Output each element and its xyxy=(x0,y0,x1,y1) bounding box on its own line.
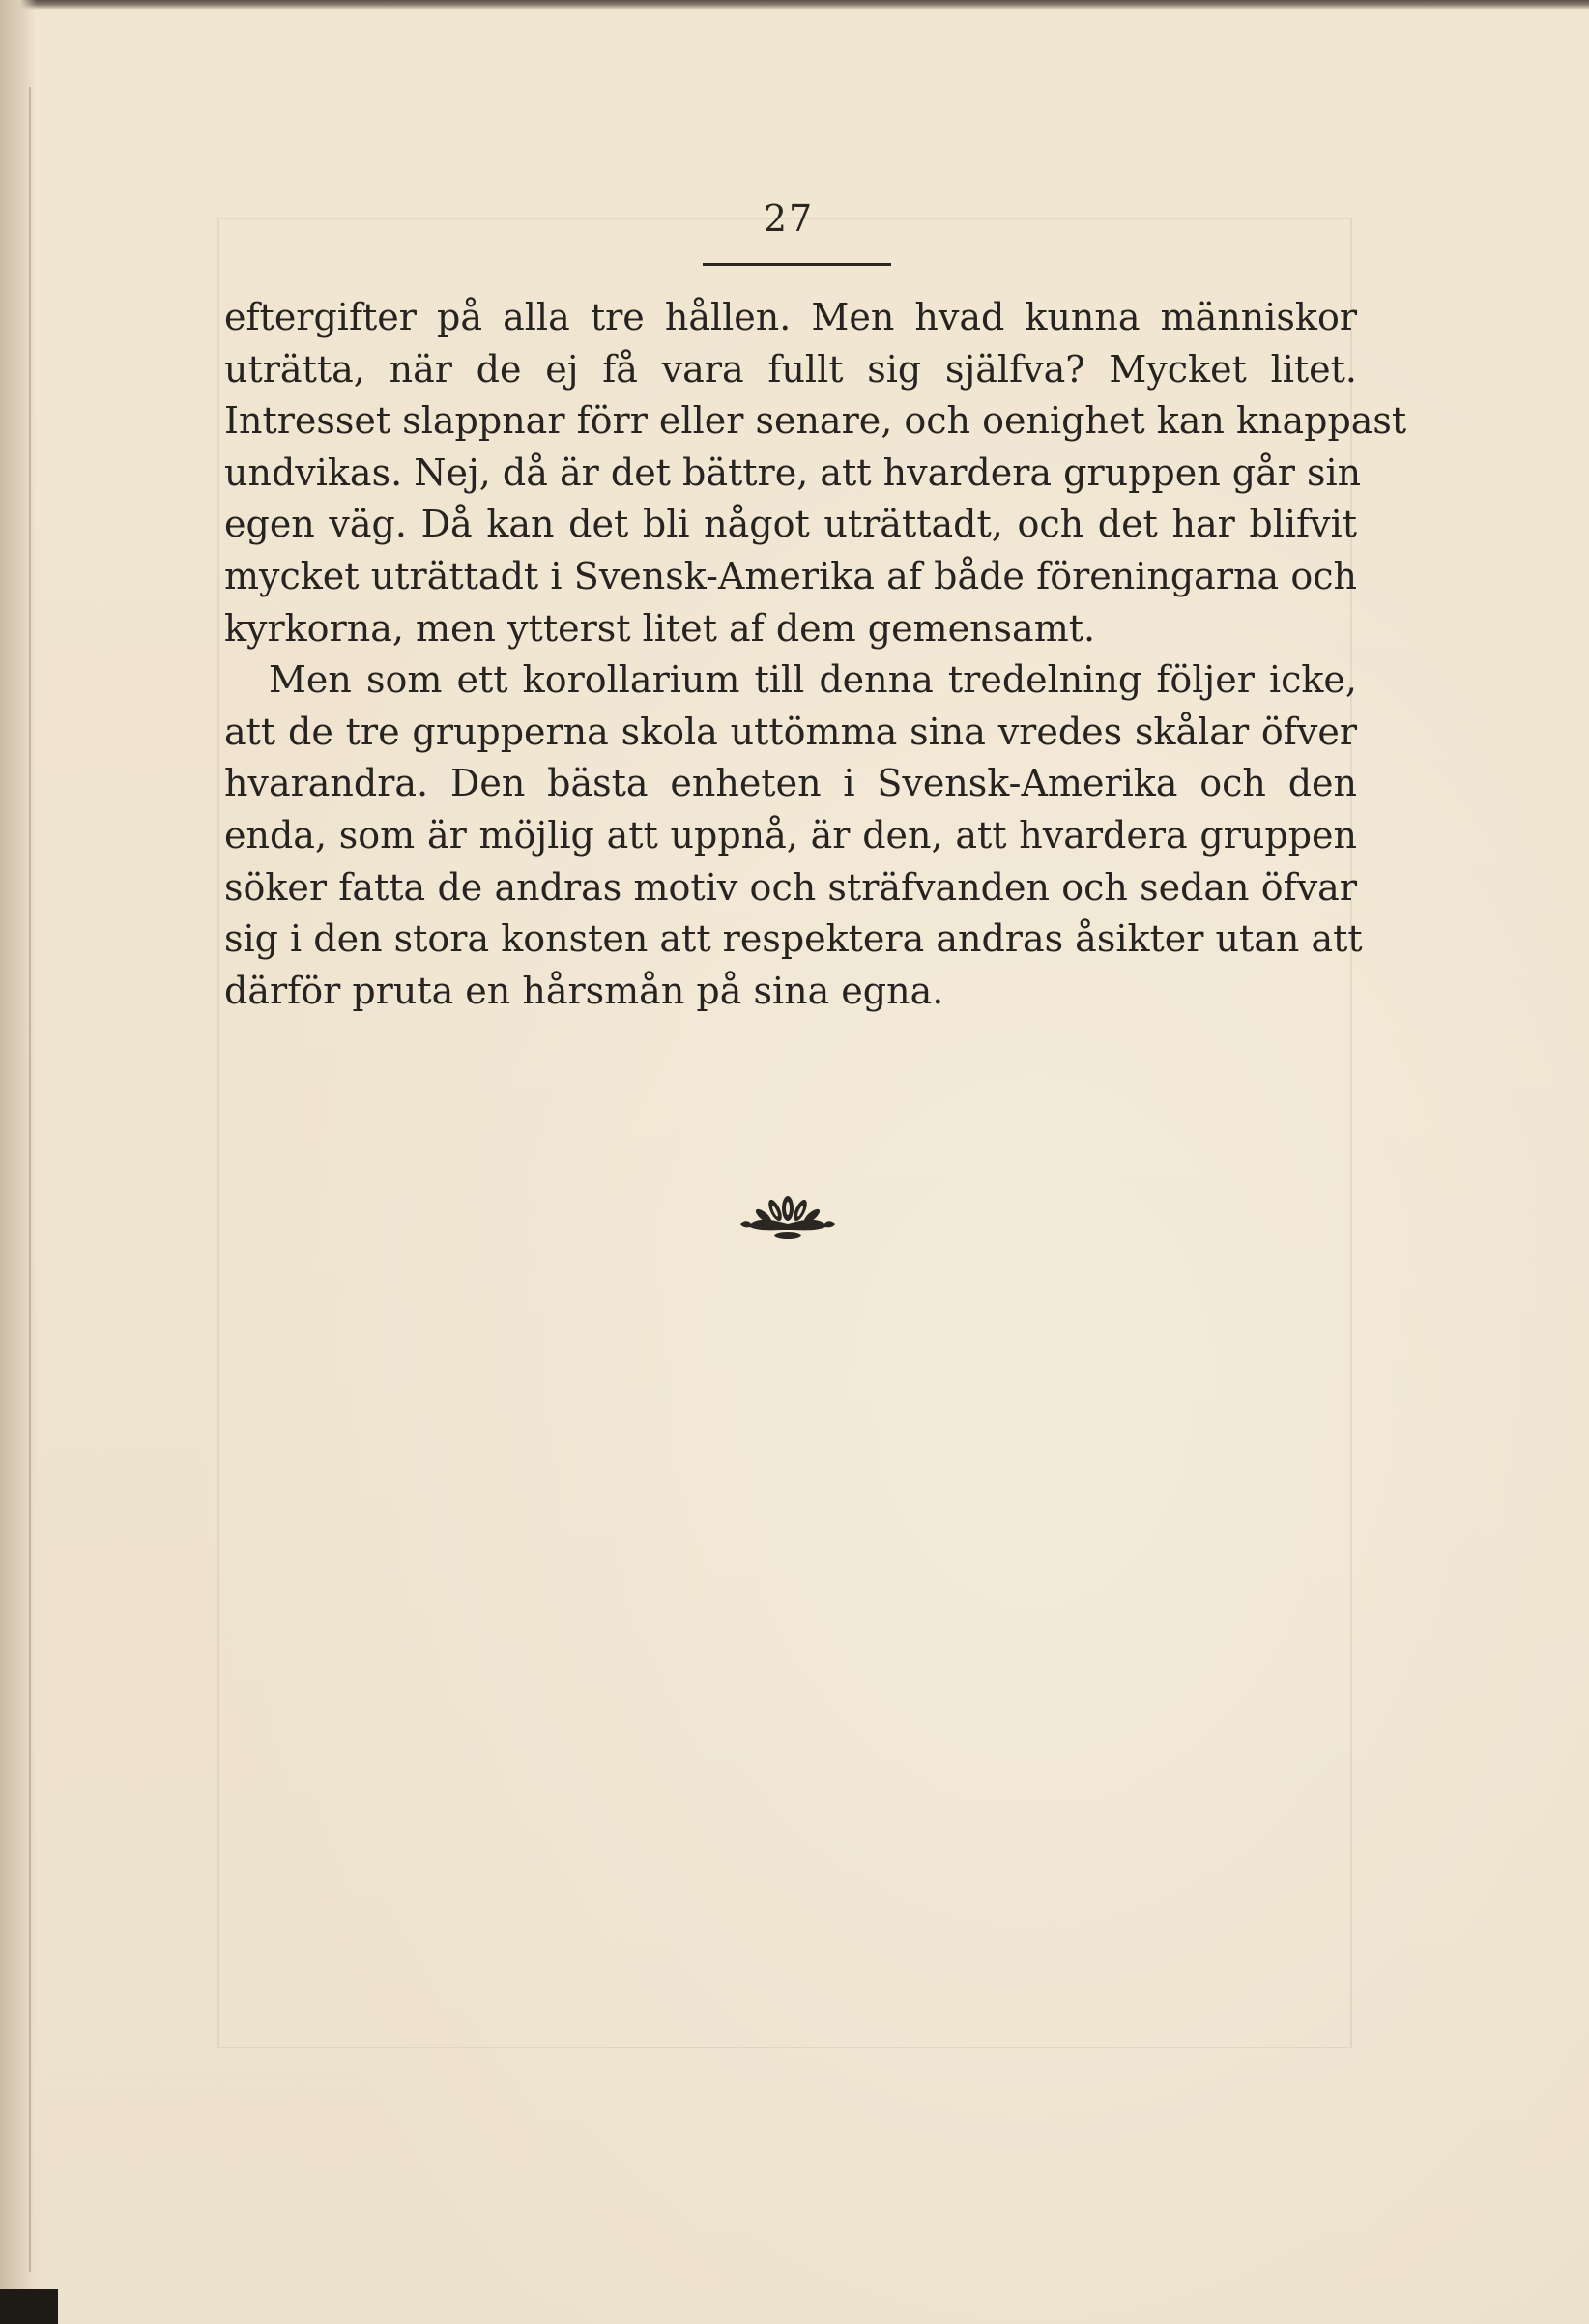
page-top-edge xyxy=(0,0,1589,10)
floral-tailpiece-icon xyxy=(735,1187,841,1245)
text-line: Intresset slappnar förr eller senare, och oenighet kan knappast xyxy=(224,399,1407,443)
text-line: söker fatta de andras motiv och sträfvanden och sedan öfvar xyxy=(224,865,1357,909)
text-line: undvikas. Nej, då är det bättre, att hvardera gruppen går sin xyxy=(224,450,1362,494)
text-line: uträtta, när de ej få vara fullt sig själfva? Mycket litet. xyxy=(224,347,1357,391)
text-line: mycket uträttadt i Svensk-Amerika af både föreningarna och xyxy=(224,554,1357,597)
text-line: egen väg. Då kan det bli något uträttadt, och det har blifvit xyxy=(224,503,1357,546)
page-corner-shadow xyxy=(0,2289,58,2324)
text-line: Men som ett korollarium till denna tredelning följer icke, xyxy=(269,658,1357,702)
text-line: enda, som är möjlig att uppnå, är den, att hvardera gruppen xyxy=(224,813,1357,857)
paragraph-1 xyxy=(224,292,1407,654)
text-line: att de tre grupperna skola uttömma sina vredes skålar öfver xyxy=(224,710,1357,753)
body-text xyxy=(224,292,1407,1017)
text-line: hvarandra. Den bästa enheten i Svensk-Amerika och den xyxy=(224,762,1357,805)
page-number: 27 xyxy=(763,197,815,240)
text-line: kyrkorna, men ytterst litet af dem gemensamt. xyxy=(224,606,1096,650)
header-rule xyxy=(703,263,891,266)
text-line: eftergifter på alla tre hållen. Men hvad kunna människor xyxy=(224,296,1357,338)
gutter-shadow-line xyxy=(29,87,31,2272)
text-line: sig i den stora konsten att respektera andras åsikter utan att xyxy=(224,917,1363,961)
text-line: därför pruta en hårsmån på sina egna. xyxy=(224,969,944,1012)
paragraph-2 xyxy=(224,654,1363,1017)
binding-gutter xyxy=(0,0,37,2324)
